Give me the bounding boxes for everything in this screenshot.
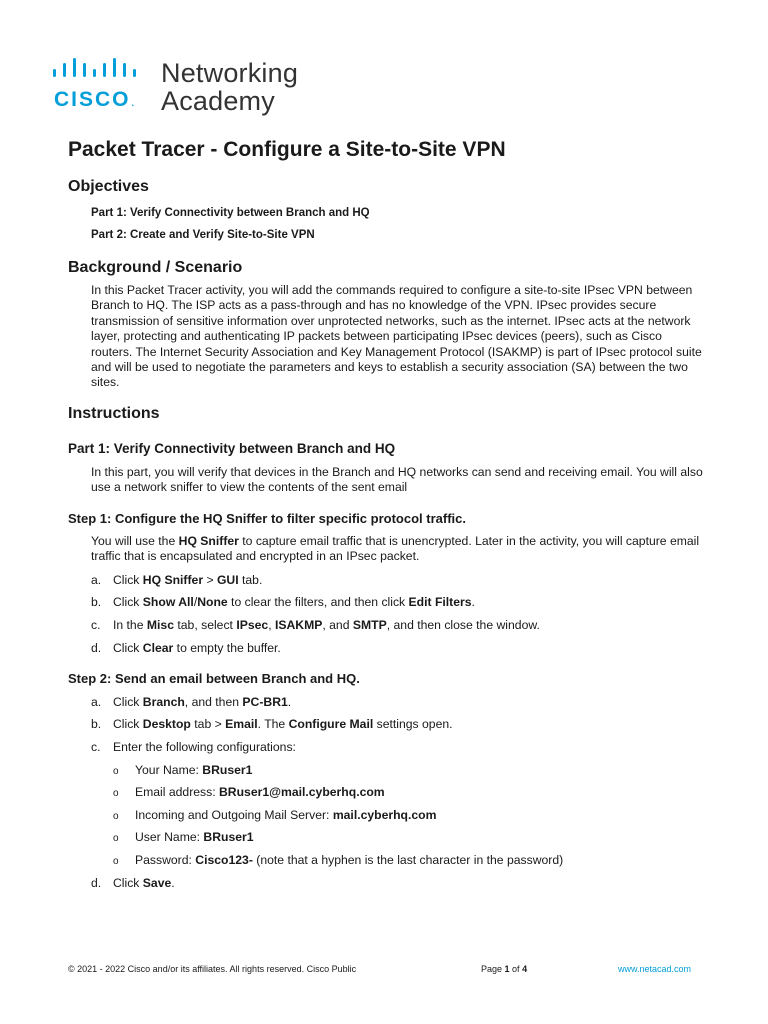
part1-heading: Part 1: Verify Connectivity between Branch and HQ: [68, 441, 396, 456]
config-password: o Password: Cisco123- (note that a hyphen is the last character in the password): [113, 853, 564, 867]
config-your-name: o Your Name: BRuser1: [113, 763, 253, 777]
footer-netacad-link[interactable]: www.netacad.com: [618, 964, 692, 974]
step2-item-d: d. Click Save.: [91, 876, 175, 890]
background-paragraph: In this Packet Tracer activity, you will add the commands required to configure a site-to-site IPsec VPN between Branch to HQ. The ISP acts as a pass-through and has no knowledge of the VPN. IPsec provides secure transmission of sensitive information over unprotected networks, such as the internet. IPsec acts at the network layer, protecting and authenticating IP packets between participating IPsec devices (peers), such as Cisco routers. The Internet Security Association and Key Management Protocol (ISAKMP) is part of IPsec protocol suite and will be used to negotiate the parameters and keys to establish a security association (SA) between the two sites.: [91, 283, 702, 390]
step1-intro: You will use the HQ Sniffer to capture email traffic that is unencrypted. Later in the activity, you will capture email traffic that is encapsulated and encrypted in an IPsec packet.: [91, 534, 700, 564]
cisco-networking-academy-logo: [52, 58, 312, 120]
cisco-bars-icon: [52, 58, 152, 82]
objectives-heading: Objectives: [68, 178, 149, 195]
step2-item-b: b. Click Desktop tab > Email. The Configure Mail settings open.: [91, 717, 453, 731]
step1-item-d: d. Click Clear to empty the buffer.: [91, 641, 281, 655]
step1-item-b: b. Click Show All/None to clear the filters, and then click Edit Filters.: [91, 595, 475, 609]
page-title: Packet Tracer - Configure a Site-to-Site VPN: [68, 138, 506, 161]
step2-heading: Step 2: Send an email between Branch and HQ.: [68, 671, 360, 686]
footer-page-number: Page 1 of 4: [481, 964, 528, 974]
footer-copyright: © 2021 - 2022 Cisco and/or its affiliates. All rights reserved. Cisco Public: [68, 964, 357, 974]
logo-networking-text: Networking: [161, 58, 299, 88]
objective-part1: Part 1: Verify Connectivity between Branch and HQ: [91, 207, 370, 219]
part1-paragraph: In this part, you will verify that devices in the Branch and HQ networks can send and receiving email. You will also use a network sniffer to view the contents of the sent email: [91, 465, 703, 495]
step1-heading: Step 1: Configure the HQ Sniffer to filter specific protocol traffic.: [68, 511, 466, 526]
step1-item-a: a. Click HQ Sniffer > GUI tab.: [91, 573, 263, 587]
config-mail-server: o Incoming and Outgoing Mail Server: mail.cyberhq.com: [113, 808, 437, 822]
step1-item-c: c. In the Misc tab, select IPsec, ISAKMP, and SMTP, and then close the window.: [91, 618, 540, 632]
cisco-wordmark: CISCO.: [54, 88, 135, 111]
config-user-name: o User Name: BRuser1: [113, 830, 254, 844]
instructions-heading: Instructions: [68, 405, 160, 422]
step2-item-c: c. Enter the following configurations:: [91, 740, 296, 754]
objective-part2: Part 2: Create and Verify Site-to-Site VPN: [91, 229, 315, 241]
logo-academy-text: Academy: [161, 86, 275, 116]
config-email-address: o Email address: BRuser1@mail.cyberhq.com: [113, 785, 385, 799]
step2-item-a: a. Click Branch, and then PC-BR1.: [91, 695, 292, 709]
background-heading: Background / Scenario: [68, 259, 243, 276]
